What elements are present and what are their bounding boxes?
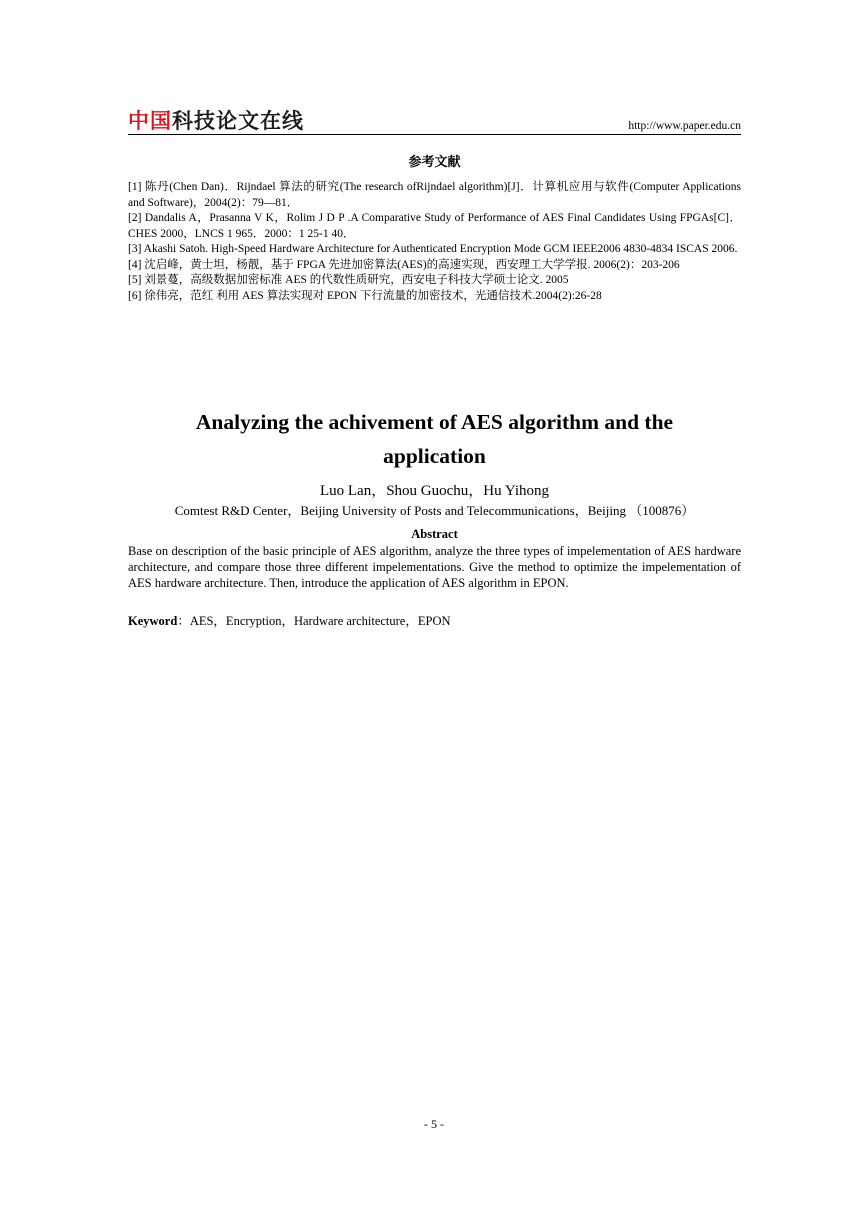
header-url-link[interactable]: http://www.paper.edu.cn [628, 120, 741, 132]
abstract-body: Base on description of the basic principle of AES algorithm, analyze the three types of impelementation of AES hardware architecture, and compare those three different impelementations. Give the method to optimize the impelementation of AES hardware architecture. Then, introduce the application of AES algorithm in EPON. [128, 544, 741, 590]
reference-item-1: [1] 陈丹(Chen Dan)．Rijndael 算法的研究(The research ofRijndael algorithm)[J]．计算机应用与软件(Computer Applications and Software)，2004(2)：79—81． [128, 181, 741, 209]
paper-title-line-1: Analyzing the achivement of AES algorithm and the [195, 410, 674, 434]
keyword-label: Keyword [128, 614, 178, 628]
reference-item-5: [5] 刘景蔓，高级数据加密标准 AES 的代数性质研究，西安电子科技大学硕士论文. 2005 [128, 274, 569, 286]
logo-text-dark: 科技论文在线 [172, 109, 304, 133]
page-header [128, 108, 741, 134]
paper-affiliation: Comtest R&D Center，Beijing University of Posts and Telecommunications，Beijing （100876） [174, 503, 695, 518]
reference-item-6: [6] 徐伟亮，范红 利用 AES 算法实现对 EPON 下行流量的加密技术，光通信技术.2004(2):26-28 [128, 289, 602, 302]
header-divider [128, 134, 741, 135]
abstract-heading: Abstract [411, 527, 458, 541]
page-number: - 5 - [424, 1117, 444, 1131]
site-logo [128, 108, 304, 134]
paper-title [128, 405, 741, 473]
reference-item-4: [4] 沈启峰，黄士坦，杨靓，基于 FPGA 先进加密算法(AES)的高速实现，西安理工大学学报. 2006(2)：203-206 [128, 258, 680, 271]
keywords [128, 611, 741, 629]
reference-item-3: [3] Akashi Satoh. High-Speed Hardware Architecture for Authenticated Encryption Mode GCM IEEE2006 4830-4834 ISCAS 2006. [128, 243, 738, 255]
references-list [128, 180, 741, 304]
keyword-list: ：AES，Encryption，Hardware architecture，EPON [177, 614, 451, 628]
paper-authors: Luo Lan，Shou Guochu，Hu Yihong [319, 483, 549, 499]
references-heading: 参考文献 [408, 155, 461, 170]
paper-title-line-2: application [383, 444, 486, 468]
reference-item-2: [2] Dandalis A，Prasanna V K，Rolim J D P .A Comparative Study of Performance of AES Final Candidates Using FPGAs[C]．CHES 2000，LNCS 1 965．2000：1 25-1 40． [128, 212, 741, 240]
logo-text-red: 中国 [128, 109, 172, 133]
